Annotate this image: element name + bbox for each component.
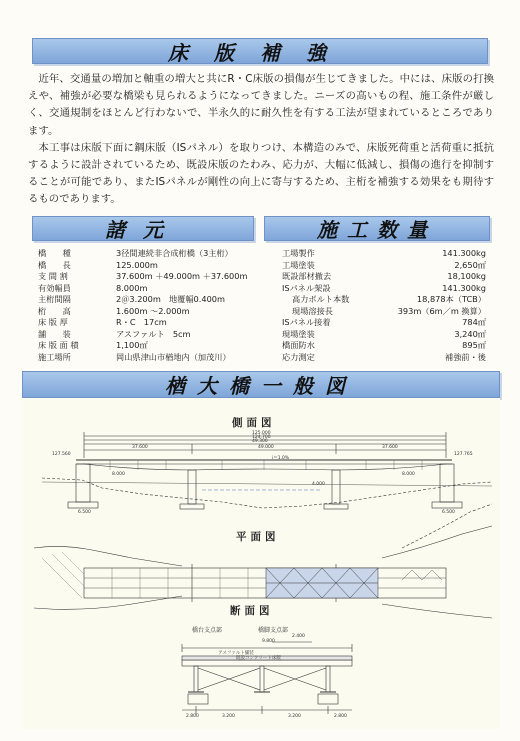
- quantity-value: 393m（6m／m 換算）: [397, 305, 486, 316]
- spec-row: [38, 317, 260, 329]
- spec-label: 支 間 割: [38, 271, 68, 281]
- drawing-banner: [22, 371, 500, 398]
- spec-row: [38, 340, 260, 352]
- spec-value: 1.600m 〜2.000m: [116, 305, 190, 316]
- sec-label-left: 橋台支点部: [192, 627, 223, 634]
- plan-view-drawing: [34, 504, 492, 618]
- quantity-value: 2,650㎡: [454, 259, 486, 270]
- dim-total: 125.000: [252, 431, 271, 436]
- quantity-row: [282, 260, 486, 272]
- spec-label: 桁 高: [38, 305, 71, 316]
- quantity-label: 現場溶接長: [292, 305, 333, 316]
- spec-row: [38, 271, 260, 283]
- quantity-label: 工場塗装: [282, 259, 315, 270]
- quantity-row: [282, 340, 486, 352]
- spec-value: R・C 17cm: [116, 317, 167, 327]
- spec-value: 岡山県津山市楢地内（加茂川）: [116, 351, 231, 362]
- quantity-label: 現場塗装: [282, 328, 315, 339]
- quantity-row: [282, 352, 486, 364]
- spec-label: 橋 長: [38, 259, 71, 270]
- dim-sub1: 124.700: [252, 435, 271, 440]
- quantity-row: [282, 317, 486, 329]
- drawing-heading: 楢大橋一般図: [165, 374, 357, 398]
- quantity-value: 141.300kg: [442, 248, 486, 258]
- dim-abut-left: 6.500: [78, 510, 91, 515]
- spec-value: 1,100㎡: [116, 340, 148, 350]
- dim-s-right: 8.000: [402, 472, 415, 477]
- intro-paragraph-1: 近年、交通量の増加と軸重の増大と共にR・C床版の損傷が生じてきました。中には、床版の打換えや、補強が必要な橋梁も見られるようになってきました。ニーズの高いもの程、施工条件が厳しく、交通規制をほとんど行わないで、半永久的に耐久性を有する工法が望まれているところであります。: [28, 73, 494, 137]
- spec-label: 有効幅員: [38, 282, 71, 293]
- section-view-label: 断面図: [230, 605, 274, 617]
- spec-label: 施工場所: [38, 351, 71, 362]
- sec-dim-b3: 3.200: [288, 714, 301, 719]
- sec-label-right: 橋脚支点部: [258, 627, 289, 634]
- quantity-row: [282, 248, 486, 260]
- specs-table: [38, 248, 260, 363]
- side-view-label: 側面図: [232, 417, 276, 429]
- spec-value: 37.600m ＋49.000m ＋37.600m: [116, 271, 248, 281]
- quantity-label: 応力測定: [282, 351, 315, 362]
- quantities-banner: [264, 216, 490, 241]
- specs-banner: [32, 216, 254, 241]
- spec-value: 3径間連続非合成桁橋（3主桁）: [116, 248, 233, 258]
- title-banner: [32, 38, 488, 64]
- dim-span1: 37.600: [132, 445, 148, 450]
- page-title: 床版補強: [168, 40, 352, 65]
- sec-dim-b4: 2.800: [334, 714, 347, 719]
- spec-value: 125.000m: [116, 259, 158, 270]
- spec-label: 橋 種: [38, 248, 71, 258]
- dim-abut-right: 6.500: [442, 510, 455, 515]
- quantities-table: [282, 248, 486, 363]
- quantity-label: 橋面防水: [282, 340, 315, 350]
- spec-value: アスファルト 5cm: [116, 328, 191, 339]
- spec-label: 舗 装: [38, 328, 71, 339]
- quantity-row: [282, 294, 486, 306]
- quantity-value: 補強前・後: [445, 351, 486, 362]
- quantity-value: 18,878本（TCB）: [416, 294, 486, 304]
- spec-row: [38, 306, 260, 318]
- sec-label-asphalt: アスファルト舗装: [218, 651, 254, 656]
- spec-label: 主桁間隔: [38, 294, 71, 304]
- dim-sub2: 49.300: [252, 439, 268, 444]
- intro-paragraph-2: 本工事は床版下面に鋼床版（ISパネル）を取りつけ、本構造のみで、床版死荷重と活荷重に抵抗するように設計されているため、既設床版のたわみ、応力が、大幅に低減し、損傷の進行を抑制することが可能であり、またISパネルが剛性の向上に寄与するため、主桁を補強する効果をも期待するものであります。: [28, 141, 494, 206]
- spec-row: [38, 260, 260, 272]
- quantity-label: 高力ボルト本数: [292, 294, 350, 304]
- quantity-value: 18,100kg: [447, 271, 486, 281]
- specs-heading: 諸元: [105, 218, 181, 242]
- elev-left: 127.560: [52, 452, 71, 457]
- slope-label: i＝1.0%: [272, 456, 290, 461]
- quantity-label: 工場製作: [282, 248, 315, 258]
- quantity-row: [282, 283, 486, 295]
- quantity-label: ISパネル架設: [282, 282, 331, 293]
- spec-row: [38, 294, 260, 306]
- sec-dim-top2: 2.400: [292, 634, 305, 639]
- quantity-value: 895㎡: [462, 340, 486, 350]
- dim-span2: 49.000: [258, 445, 274, 450]
- intro-text: [28, 71, 494, 209]
- section-view-drawing: [182, 642, 352, 714]
- quantity-value: 3,240㎡: [454, 328, 486, 339]
- dim-s-left: 8.000: [112, 472, 125, 477]
- spec-value: 2＠3.200m 地覆幅0.400m: [116, 294, 225, 304]
- quantity-row: [282, 306, 486, 318]
- spec-label: 床 版 厚: [38, 317, 68, 327]
- quantity-value: 141.300kg: [442, 282, 486, 293]
- sec-dim-top1: 9.800: [262, 639, 275, 644]
- dim-span3: 37.600: [382, 445, 398, 450]
- spec-value: 8.000m: [116, 282, 148, 293]
- quantity-row: [282, 329, 486, 341]
- plan-view-label: 平面図: [236, 531, 280, 543]
- sec-dim-b1: 2.800: [186, 714, 199, 719]
- spec-row: [38, 352, 260, 364]
- spec-label: 床 版 面 積: [38, 340, 79, 350]
- quantity-row: [282, 271, 486, 283]
- sec-dim-b2: 3.200: [222, 714, 235, 719]
- sec-label-deck: 既設コンクリート床版: [236, 656, 281, 661]
- spec-row: [38, 283, 260, 295]
- quantity-label: 既設部材撤去: [282, 271, 332, 281]
- spec-row: [38, 248, 260, 260]
- general-drawing: [22, 398, 500, 729]
- spec-row: [38, 329, 260, 341]
- quantities-heading: 施工数量: [317, 218, 437, 242]
- elev-right: 127.765: [454, 452, 473, 457]
- quantity-label: ISパネル接着: [282, 317, 331, 327]
- quantity-value: 784㎡: [462, 317, 486, 327]
- dim-pier-w: 4.000: [312, 482, 325, 487]
